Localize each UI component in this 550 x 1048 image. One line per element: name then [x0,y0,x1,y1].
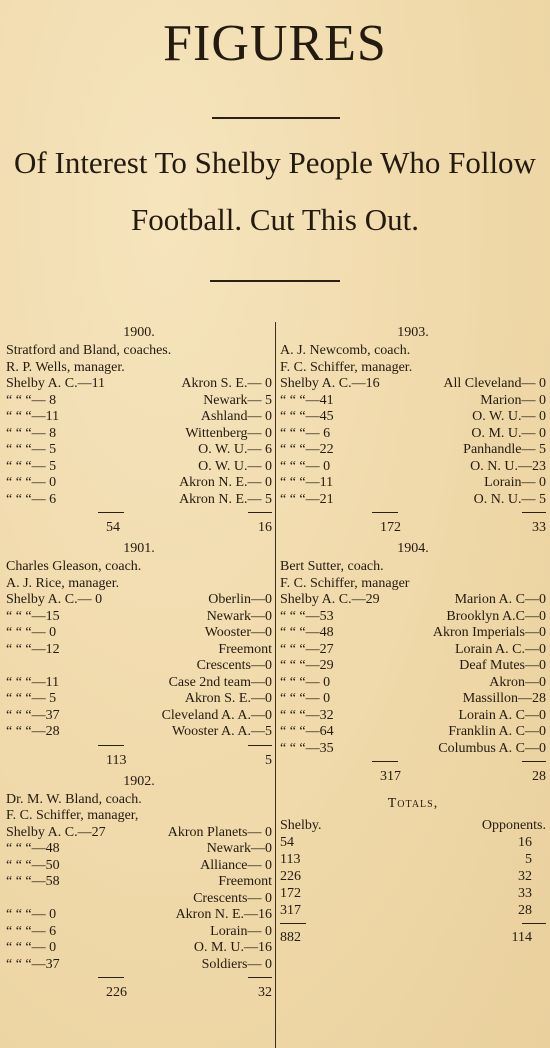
grand-total-shelby: 882 [280,930,301,945]
game-row [280,625,546,642]
grand-total-opponents: 114 [511,930,532,945]
grand-total-rule [280,919,546,929]
shelby-score: “ “ “—11 [280,475,334,490]
opponent-score: Marion— 0 [480,392,546,408]
shelby-score: “ “ “—50 [6,857,60,873]
opponent-score: Akron N. E.— 5 [179,491,272,507]
opponent-score: Akron N. E.—16 [175,907,272,922]
total-rule-shelby [372,512,398,513]
total-rule-opponents [248,745,272,746]
shelby-score: “ “ “— 6 [6,923,57,939]
totals-row-opponents: 33 [518,886,532,901]
total-rule-shelby [98,512,124,513]
season-coach: Stratford and Bland, coaches. [6,343,172,358]
total-rule-opponents [248,512,272,513]
opponent-score: Crescents—0 [196,658,272,673]
season-coach: Dr. M. W. Bland, coach. [6,791,142,807]
opponent-score: Wittenberg— 0 [185,425,272,441]
totals-opponents-label: Opponents. [481,818,546,833]
shelby-score: “ “ “— 5 [6,691,57,706]
season-year: 1904. [397,541,429,556]
opponent-score: O. W. U.— 0 [472,409,546,424]
game-row [6,907,272,924]
game-row [6,459,272,476]
game-row [6,724,272,741]
season-year: 1900. [123,325,155,340]
game-row [280,442,546,459]
subtitle-line-2: Football. Cut This Out. [131,202,419,237]
totals-row [280,851,546,868]
season-total-opponents: 16 [258,520,272,535]
shelby-score: “ “ “— 8 [6,392,57,408]
total-rule-opponents [522,761,546,762]
opponent-score: Ashland— 0 [200,409,272,424]
season-totals [280,518,546,538]
opponent-score: Newark—0 [206,608,272,624]
shelby-score: “ “ “— 6 [280,425,331,441]
totals-row-opponents: 28 [518,903,532,918]
opponent-score: Wooster—0 [204,625,272,640]
opponent-score: Brooklyn A.C—0 [446,608,546,624]
game-row [280,592,546,609]
totals-header-row [280,817,546,834]
total-rule-shelby [372,761,398,762]
opponent-score: O. M. U.—16 [193,940,272,955]
opponent-score: O. N. U.— 5 [473,491,546,507]
shelby-score: “ “ “— 6 [6,491,57,507]
game-row [280,724,546,741]
game-row [280,475,546,492]
opponent-score: O. N. U.—23 [470,458,546,474]
season-total-shelby: 226 [106,985,127,1000]
totals-row-shelby: 226 [280,869,301,884]
shelby-score: “ “ “—48 [6,841,60,856]
game-row [280,609,546,626]
shelby-score: “ “ “—48 [280,625,334,640]
opponent-score: Case 2nd team—0 [168,674,272,690]
shelby-score: “ “ “— 5 [6,442,57,457]
game-row [280,492,546,509]
total-rule-opponents [522,512,546,513]
shelby-score: Shelby A. C.—16 [280,376,380,391]
shelby-score: “ “ “—32 [280,707,334,723]
shelby-score: “ “ “—64 [280,724,334,739]
subtitle-divider [210,280,340,282]
game-row [6,708,272,725]
opponent-score: Akron—0 [489,674,546,690]
opponent-score: Lorain A. C.—0 [455,641,546,657]
game-row [6,924,272,941]
totals-row-shelby: 54 [280,835,294,850]
game-row [6,409,272,426]
season-coach: Charles Gleason, coach. [6,559,142,574]
totals-row [280,868,546,885]
opponent-score: Columbus A. C—0 [438,740,546,756]
shelby-score: “ “ “— 0 [6,475,57,490]
totals-row-shelby: 172 [280,886,301,901]
subtitle-line-1: Of Interest To Shelby People Who Follow [14,145,536,180]
opponent-score: Akron S. E.— 0 [181,376,272,391]
opponent-score: Newark— 5 [203,392,272,408]
opponent-score: Akron S. E.—0 [184,691,272,706]
totals-row-opponents: 5 [525,852,532,867]
season-totals [280,767,546,787]
shelby-score: “ “ “—35 [280,740,334,756]
game-row [280,741,546,758]
opponent-score: Freemont [218,874,272,889]
totals-row [280,885,546,902]
grand-rule-opponents [522,923,546,924]
game-row [6,426,272,443]
season-total-opponents: 32 [258,985,272,1000]
shelby-score: “ “ “— 0 [280,674,331,690]
totals-row [280,834,546,851]
game-row [6,691,272,708]
opponent-score: Franklin A. C—0 [448,724,546,739]
opponent-score: Crescents— 0 [193,890,272,906]
right-column [280,322,546,946]
opponent-score: Marion A. C—0 [454,592,546,607]
game-row [6,957,272,974]
opponent-score: Freemont [218,641,272,657]
shelby-score: “ “ “—53 [280,608,334,624]
column-divider [275,322,276,1048]
shelby-score: “ “ “—11 [6,409,60,424]
season-year: 1901. [123,541,155,556]
game-row [6,442,272,459]
game-row [280,658,546,675]
shelby-score: “ “ “— 0 [6,907,57,922]
shelby-score: “ “ “—28 [6,724,60,739]
shelby-score: “ “ “—41 [280,392,334,408]
game-row [6,592,272,609]
opponent-score: O. W. U.— 0 [198,458,272,474]
season-coach: Bert Sutter, coach. [280,559,384,574]
opponent-score: Oberlin—0 [208,592,272,607]
opponent-score: Soldiers— 0 [201,956,272,972]
totals-shelby-label: Shelby. [280,818,322,833]
opponent-score: O. W. U.— 6 [198,442,272,457]
game-row [280,691,546,708]
game-row [6,858,272,875]
opponent-score: Deaf Mutes—0 [459,658,546,673]
game-row [280,675,546,692]
shelby-score: “ “ “—22 [280,442,334,457]
game-row [280,459,546,476]
opponent-score: Newark—0 [206,841,272,856]
game-row [6,891,272,908]
game-row [6,675,272,692]
shelby-score: “ “ “—37 [6,707,60,723]
season-totals [6,983,272,1003]
shelby-score: Shelby A. C.— 0 [6,592,103,607]
game-row [6,642,272,659]
shelby-score: “ “ “— 8 [6,425,57,441]
opponent-score: Panhandle— 5 [463,442,546,457]
game-row [6,475,272,492]
season-year: 1903. [397,325,429,340]
shelby-score: “ “ “—37 [6,956,60,972]
shelby-score: “ “ “—29 [280,658,334,673]
game-row [280,376,546,393]
opponent-score: Akron Planets— 0 [167,824,272,840]
shelby-score: “ “ “—11 [6,674,60,690]
opponent-score: Akron Imperials—0 [432,625,546,640]
game-row [6,492,272,509]
season-total-shelby: 113 [106,752,127,768]
season-total-opponents: 5 [265,752,272,768]
total-rule [6,973,272,983]
season-1900 [6,322,272,538]
page-title: FIGURES [163,15,387,72]
game-row [280,409,546,426]
opponent-score: Akron N. E.— 0 [179,475,272,490]
opponent-score: Lorain— 0 [210,923,272,939]
opponent-score: All Cleveland— 0 [443,376,546,391]
shelby-score: Shelby A. C.—29 [280,592,380,607]
season-1904 [280,538,546,787]
total-rule [280,757,546,767]
totals-heading: Totals, [387,796,439,811]
season-total-opponents: 33 [532,520,546,535]
shelby-score: Shelby A. C.—27 [6,824,106,840]
shelby-score: “ “ “—27 [280,641,334,657]
shelby-score: “ “ “— 5 [6,458,57,474]
totals-row-opponents: 16 [518,835,532,850]
game-row [6,625,272,642]
total-rule-shelby [98,745,124,746]
opponent-score: Massillon—28 [462,691,546,706]
opponent-score: Lorain A. C—0 [458,707,546,723]
season-1902 [6,771,272,1004]
total-rule [280,508,546,518]
game-row [6,825,272,842]
total-rule-opponents [248,977,272,978]
season-year: 1902. [123,773,155,789]
shelby-score: “ “ “—21 [280,491,334,507]
game-row [6,940,272,957]
title-divider [212,117,340,119]
season-1901 [6,538,272,771]
grand-rule-shelby [280,923,306,924]
game-row [6,658,272,675]
game-row [280,393,546,410]
totals-row-shelby: 317 [280,903,301,918]
total-rule-shelby [98,977,124,978]
total-rule [6,741,272,751]
season-manager: R. P. Wells, manager. [6,359,125,375]
game-row [6,393,272,410]
opponent-score: O. M. U.— 0 [471,425,546,441]
game-row [280,708,546,725]
game-row [6,874,272,891]
opponent-score: Wooster A. A.—5 [172,724,272,739]
shelby-score: “ “ “— 0 [280,691,331,706]
season-totals [6,518,272,538]
shelby-score: “ “ “—58 [6,874,60,889]
shelby-score: “ “ “—12 [6,641,60,657]
game-row [6,609,272,626]
left-column [6,322,272,1003]
totals-row [280,902,546,919]
shelby-score: “ “ “—45 [280,409,334,424]
shelby-score: “ “ “— 0 [6,940,57,955]
shelby-score: “ “ “—15 [6,608,60,624]
season-manager: F. C. Schiffer, manager [280,575,410,591]
season-manager: A. J. Rice, manager. [6,575,120,591]
season-coach: A. J. Newcomb, coach. [280,343,411,358]
season-1903 [280,322,546,538]
game-row [280,426,546,443]
game-row [280,642,546,659]
season-totals [6,751,272,771]
grand-total-row [280,929,546,946]
opponent-score: Cleveland A. A.—0 [161,707,272,723]
season-manager: F. C. Schiffer, manager. [280,359,413,375]
totals-row-opponents: 32 [518,869,532,884]
game-row [6,841,272,858]
total-rule [6,508,272,518]
totals-section [280,791,546,946]
shelby-score: “ “ “— 0 [280,458,331,474]
season-total-shelby: 172 [380,520,401,535]
opponent-score: Lorain— 0 [484,475,546,490]
season-manager: F. C. Schiffer, manager, [6,808,139,823]
shelby-score: Shelby A. C.—11 [6,376,106,391]
season-total-opponents: 28 [532,769,546,784]
opponent-score: Alliance— 0 [200,857,272,873]
season-total-shelby: 54 [106,520,120,535]
season-total-shelby: 317 [380,769,401,784]
game-row [6,376,272,393]
shelby-score: “ “ “— 0 [6,625,57,640]
totals-row-shelby: 113 [280,852,301,867]
